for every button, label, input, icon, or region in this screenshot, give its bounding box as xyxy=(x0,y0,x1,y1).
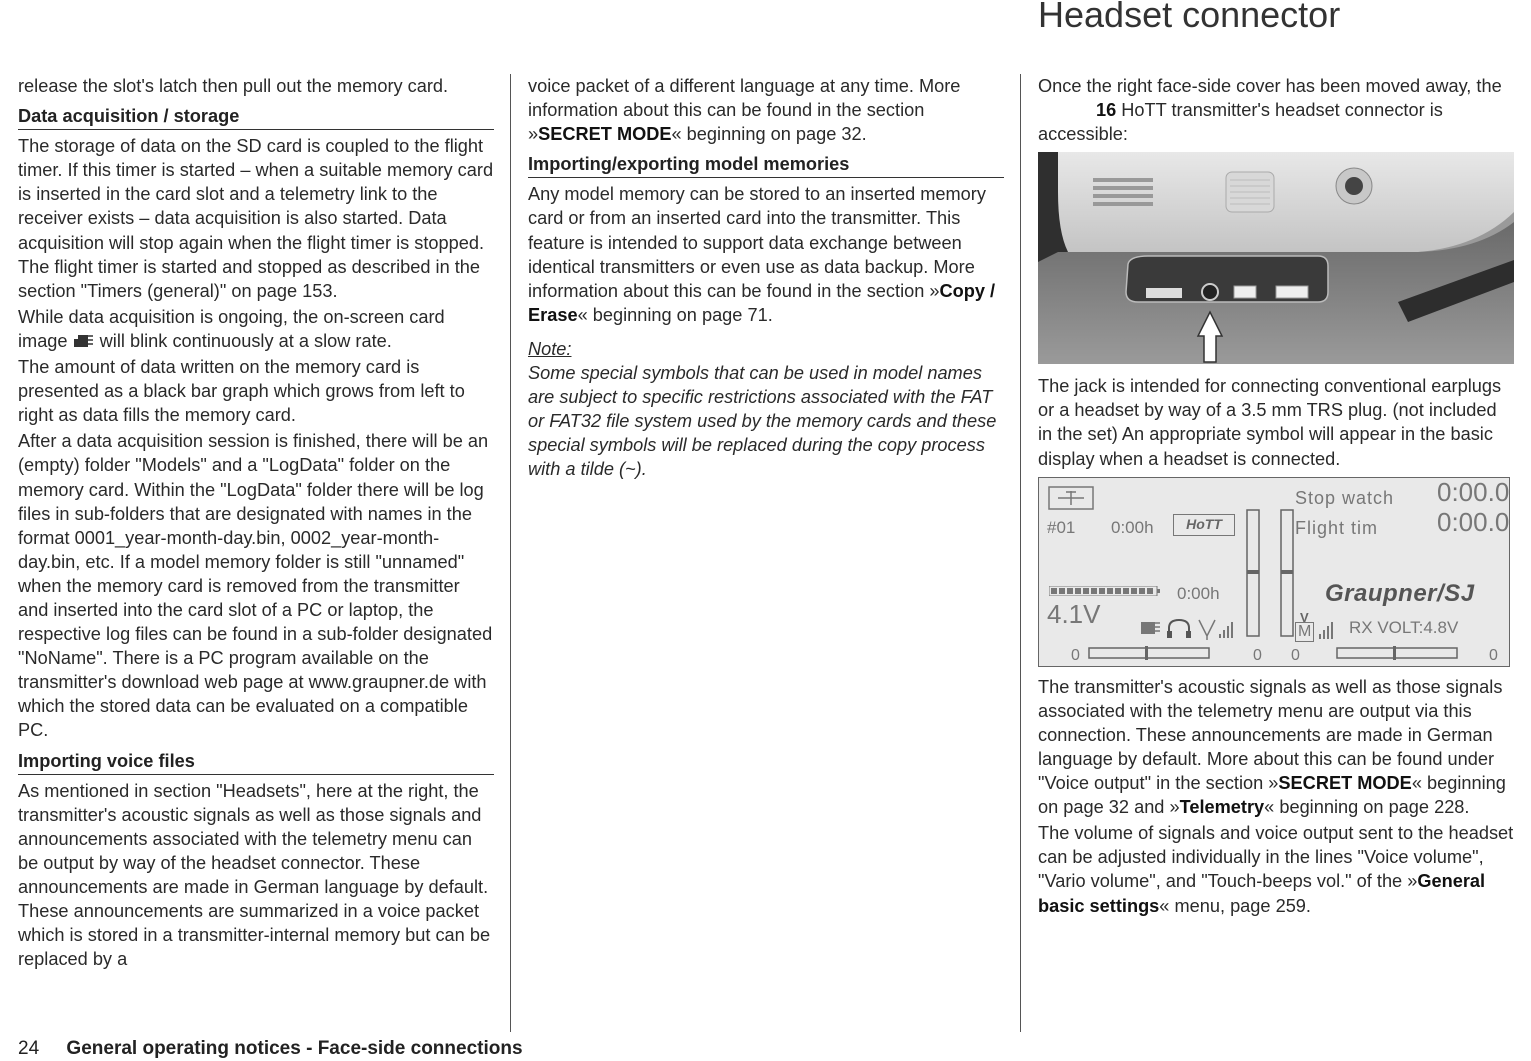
signal-strength-icon xyxy=(1219,622,1233,638)
paragraph: As mentioned in section "Headsets", here at the right, the transmitter's acoustic signals as well as those signals and announcements associated with the telemetry menu can be output by way of the headset connector. These announcements are made in German language by default. These announcements are summarized in a voice packet which is stored in a transmitter-internal memory but can be replaced by a xyxy=(18,780,491,970)
paragraph-text: « beginning on page 32. xyxy=(671,124,867,145)
v-mark-label: V xyxy=(1300,609,1309,625)
column-left xyxy=(18,74,494,973)
hott-logo: HoTT xyxy=(1173,514,1235,536)
battery-bar-icon xyxy=(1049,586,1161,596)
paragraph-text: Once the right face-side cover has been moved away, the xyxy=(1038,76,1502,96)
trim-zero-label: 0 xyxy=(1489,646,1498,664)
cross-reference: General basic settings xyxy=(1038,871,1486,916)
model-type-icon xyxy=(1048,486,1094,510)
paragraph-text: The volume of signals and voice output sent to the headset can be adjusted individually in the lines "Voice volume", "Vario volume", and "Touch-beeps vol." of the » xyxy=(1038,823,1514,892)
note-text: Some special symbols that can be used in model names are subject to specific restrictions associated with the FAT or FAT32 file system used by the memory cards and these special symbols will be replaced during the copy process with a tilde (~). xyxy=(528,363,997,480)
status-icons xyxy=(1139,616,1235,642)
paragraph-text: voice packet of a different language at any time. More information about this can be found in the section » xyxy=(528,76,961,145)
paragraph xyxy=(1038,821,1514,917)
paragraph: After a data acquisition session is finished, there will be an (empty) folder "Models" and a "LogData" folder on the memory card. Within the "LogData" folder there will be log files in sub-folders that are designated with names in the format 0001_year-month-day.bin, 0002_year-month-day.bin, etc. If a model memory folder is still "unnamed" when the memory card is removed from the transmitter and inserted into the card slot of a PC or laptop, the respective log files can be found in a sub-folder designated "NoName". There is a PC program available on the transmitter's download web page at www.graupner.de with which the stored data can be evaluated on a compatible PC. xyxy=(18,431,493,741)
paragraph-text: HoTT transmitter's headset connector is accessible: xyxy=(1038,100,1443,145)
note-label: Note: xyxy=(528,338,572,359)
headset-connector-photo xyxy=(1038,152,1514,364)
paragraph xyxy=(528,74,1004,146)
voltage-label: 4.1V xyxy=(1047,598,1101,629)
paragraph-text: « beginning on page 228. xyxy=(1264,797,1470,818)
flight-timer-label: Flight tim xyxy=(1295,517,1379,538)
page-number: 24 xyxy=(18,1038,40,1059)
model-number-label: #01 xyxy=(1047,517,1076,537)
flight-timer-value: 0:00.0 xyxy=(1437,506,1510,537)
paragraph xyxy=(18,305,494,353)
cross-reference: SECRET MODE xyxy=(1278,773,1412,794)
cross-reference: Copy / Erase xyxy=(528,280,996,325)
paragraph: The amount of data written on the memory card is presented as a black bar graph which grows from left to right as data fills the memory card. xyxy=(18,357,465,426)
stopwatch-value: 0:00.0 xyxy=(1437,476,1510,507)
transmitter-photo-illustration xyxy=(1038,152,1514,364)
signal-strength-icon xyxy=(1317,618,1337,642)
column-divider xyxy=(510,74,511,1032)
page-title: Headset connector xyxy=(1038,0,1341,35)
column-right xyxy=(1038,74,1514,920)
paragraph-text: While data acquisition is ongoing, the on-screen card image xyxy=(18,306,445,351)
section-heading-import-export: Importing/exporting model memories xyxy=(528,152,1004,178)
section-heading-importing-voice-files: Importing voice files xyxy=(18,749,494,775)
paragraph xyxy=(1038,675,1514,820)
transmitter-time-label: 0:00h xyxy=(1177,583,1220,603)
lcd-display xyxy=(1038,477,1510,667)
paragraph xyxy=(528,182,1004,327)
trim-bars xyxy=(1245,508,1301,638)
model-time-label: 0:00h xyxy=(1111,517,1154,537)
cross-reference: Telemetry xyxy=(1179,797,1265,818)
paragraph-text: « beginning on page 32 and » xyxy=(1038,773,1506,818)
cross-reference: SECRET MODE xyxy=(538,124,672,145)
trim-zero-label: 0 xyxy=(1253,646,1262,664)
antenna-icon xyxy=(1199,620,1215,640)
paragraph: The jack is intended for connecting conventional earplugs or a headset by way of a 3.5 mm TRS plug. (not included in the set) An appropriate symbol will appear in the basic display when a headset is connected. xyxy=(1038,376,1502,469)
section-heading-data-acquisition: Data acquisition / storage xyxy=(18,104,494,130)
trim-zero-label: 0 xyxy=(1071,646,1080,664)
memory-card-icon xyxy=(1141,622,1160,634)
graupner-logo: Graupner/SJ xyxy=(1325,579,1475,607)
column-divider xyxy=(1020,74,1021,1032)
horizontal-trim-bar xyxy=(1087,646,1213,660)
trim-zero-label: 0 xyxy=(1291,646,1300,664)
paragraph-text: Any model memory can be stored to an inserted memory card or from an inserted card into the transmitter. This feature is intended to support data exchange between identical transmitters or even use as data backup. More information about this can be found in the section » xyxy=(528,184,986,301)
paragraph-text: « menu, page 259. xyxy=(1159,895,1311,916)
paragraph-text: The transmitter's acoustic signals as well as those signals associated with the telemetry menu are output via this connection. These announcements are made in German language by default. More about this can be found under "Voice output" in the section » xyxy=(1038,676,1503,794)
memory-card-icon xyxy=(73,334,95,348)
model-number: 16 xyxy=(1096,100,1117,121)
paragraph-text: « beginning on page 71. xyxy=(577,304,773,325)
paragraph: release the slot's latch then pull out the memory card. xyxy=(18,76,449,96)
paragraph: The storage of data on the SD card is coupled to the flight timer. If this timer is started – when a suitable memory card is inserted in the card slot and a telemetry link to the receiver exists – data acquisition is also started. Data acquisition will stop again when the flight timer is stopped. The flight timer is started and stopped as described in the section "Timers (general)" on page 153. xyxy=(18,136,494,301)
horizontal-trim-bar xyxy=(1335,646,1461,660)
page-footer xyxy=(18,1038,523,1060)
note xyxy=(528,337,1004,482)
paragraph xyxy=(1038,74,1514,146)
rx-voltage-label: RX VOLT:4.8V xyxy=(1349,617,1459,637)
column-middle xyxy=(528,74,1004,482)
stopwatch-label: Stop watch xyxy=(1295,487,1395,508)
paragraph-text: will blink continuously at a slow rate. xyxy=(99,330,392,351)
m-mark-label: M xyxy=(1295,622,1314,642)
footer-title: General operating notices - Face-side connections xyxy=(66,1038,523,1059)
